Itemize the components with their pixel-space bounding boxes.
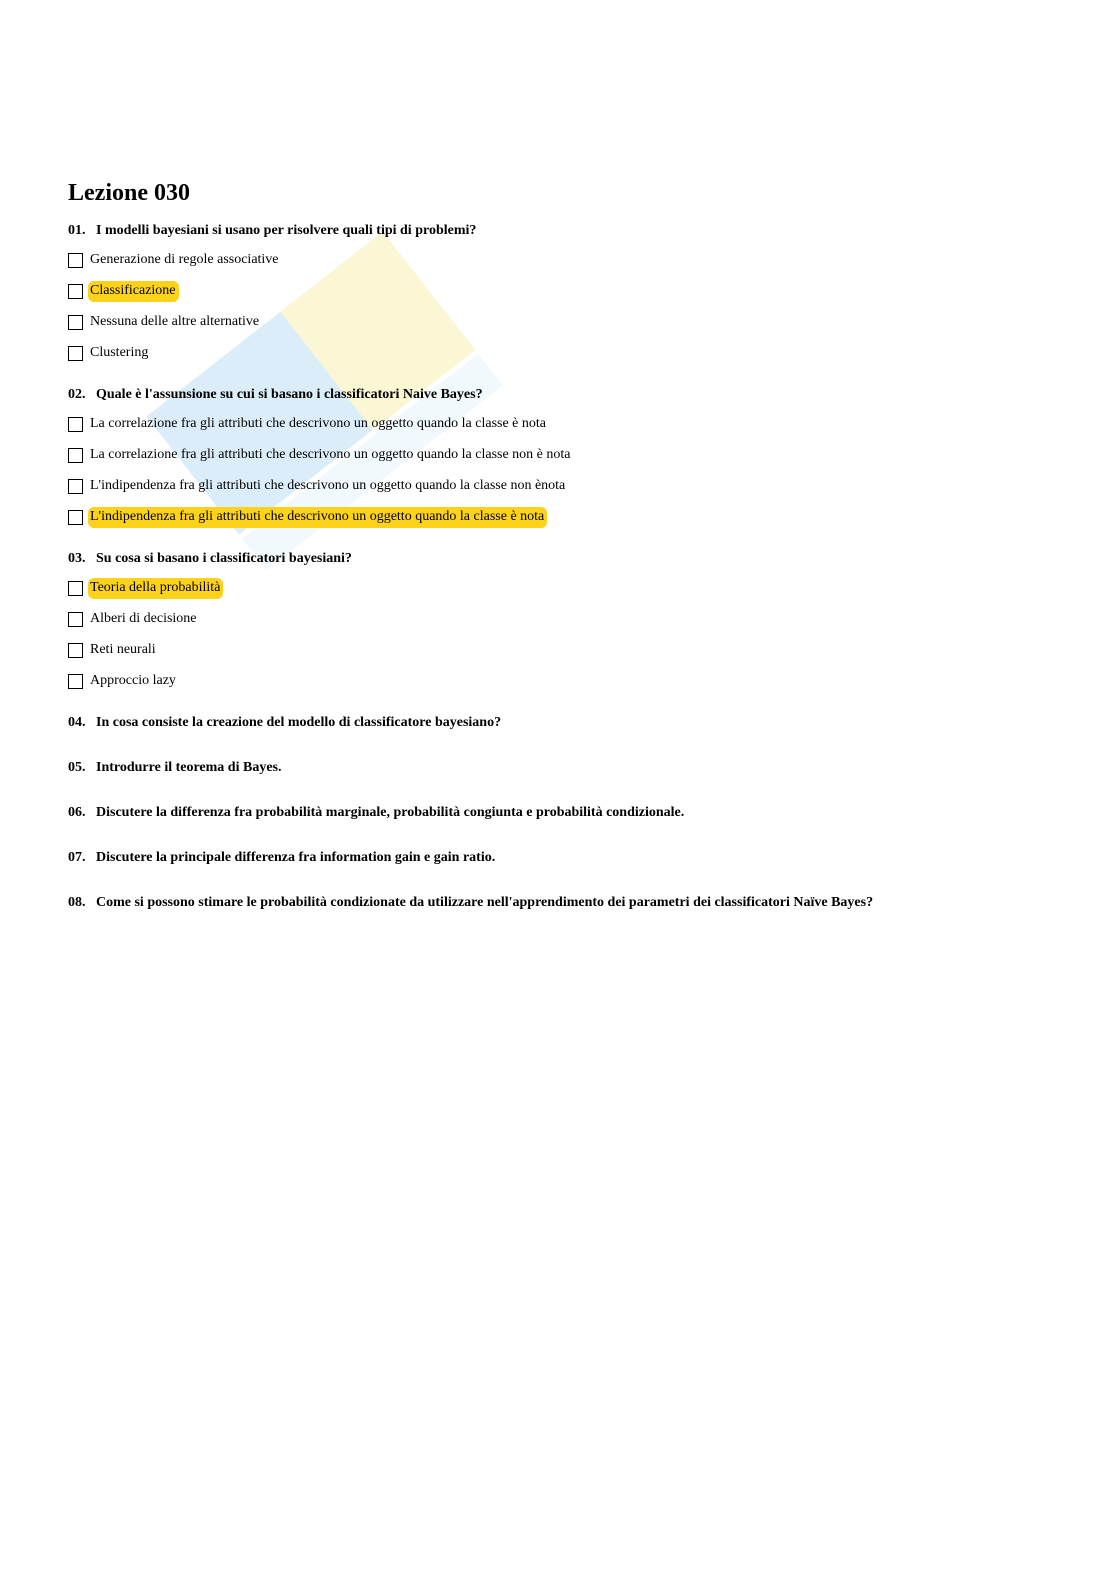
question-number: 02. bbox=[68, 387, 86, 402]
question-block bbox=[68, 894, 1068, 912]
checkbox-icon[interactable] bbox=[68, 581, 83, 596]
question-text bbox=[68, 714, 1068, 732]
answer-label: Clustering bbox=[90, 344, 149, 360]
document-page bbox=[68, 178, 1068, 939]
page-title: Lezione 030 bbox=[68, 180, 190, 206]
answer-options bbox=[68, 577, 1068, 692]
answer-label-highlighted: L'indipendenza fra gli attributi che descrivono un oggetto quando la classe è nota bbox=[88, 507, 547, 528]
answer-label-highlighted: Teoria della probabilità bbox=[88, 578, 223, 599]
answer-option[interactable] bbox=[68, 577, 1068, 599]
question-label: I modelli bayesiani si usano per risolvere quali tipi di problemi? bbox=[96, 223, 477, 238]
checkbox-icon[interactable] bbox=[68, 643, 83, 658]
answer-option[interactable] bbox=[68, 608, 1068, 630]
checkbox-icon[interactable] bbox=[68, 284, 83, 299]
checkbox-icon[interactable] bbox=[68, 417, 83, 432]
answer-option[interactable] bbox=[68, 413, 1068, 435]
checkbox-icon[interactable] bbox=[68, 253, 83, 268]
question-block bbox=[68, 759, 1068, 777]
checkbox-icon[interactable] bbox=[68, 479, 83, 494]
checkbox-icon[interactable] bbox=[68, 315, 83, 330]
question-number: 01. bbox=[68, 223, 86, 238]
answer-label: Reti neurali bbox=[90, 641, 156, 657]
question-text bbox=[68, 759, 1068, 777]
answer-option[interactable] bbox=[68, 670, 1068, 692]
question-number: 06. bbox=[68, 805, 86, 820]
question-label: Introdurre il teorema di Bayes. bbox=[96, 760, 282, 775]
question-text bbox=[68, 849, 1068, 867]
question-label: Quale è l'assunsione su cui si basano i classificatori Naive Bayes? bbox=[96, 387, 483, 402]
checkbox-icon[interactable] bbox=[68, 346, 83, 361]
answer-options bbox=[68, 249, 1068, 364]
answer-label-highlighted: Classificazione bbox=[88, 281, 179, 302]
answer-label: L'indipendenza fra gli attributi che descrivono un oggetto quando la classe non ènota bbox=[90, 477, 566, 493]
question-number: 05. bbox=[68, 760, 86, 775]
question-label: Come si possono stimare le probabilità condizionate da utilizzare nell'apprendimento dei parametri dei classificatori Naïve Bayes? bbox=[96, 895, 874, 910]
question-text bbox=[68, 222, 1068, 240]
answer-option[interactable] bbox=[68, 475, 1068, 497]
answer-options bbox=[68, 413, 1068, 528]
question-text bbox=[68, 804, 1068, 822]
question-list bbox=[68, 222, 1068, 912]
question-block bbox=[68, 804, 1068, 822]
checkbox-icon[interactable] bbox=[68, 612, 83, 627]
question-block bbox=[68, 386, 1068, 528]
answer-option[interactable] bbox=[68, 342, 1068, 364]
question-number: 07. bbox=[68, 850, 86, 865]
question-text bbox=[68, 386, 1068, 404]
question-block bbox=[68, 222, 1068, 364]
answer-label: La correlazione fra gli attributi che descrivono un oggetto quando la classe non è nota bbox=[90, 446, 571, 462]
answer-option[interactable] bbox=[68, 506, 1068, 528]
question-label: In cosa consiste la creazione del modello di classificatore bayesiano? bbox=[96, 715, 502, 730]
checkbox-icon[interactable] bbox=[68, 510, 83, 525]
checkbox-icon[interactable] bbox=[68, 674, 83, 689]
question-label: Su cosa si basano i classificatori bayesiani? bbox=[96, 551, 352, 566]
question-label: Discutere la principale differenza fra information gain e gain ratio. bbox=[96, 850, 496, 865]
answer-option[interactable] bbox=[68, 311, 1068, 333]
answer-option[interactable] bbox=[68, 280, 1068, 302]
answer-label: Nessuna delle altre alternative bbox=[90, 313, 260, 329]
question-block bbox=[68, 849, 1068, 867]
question-block bbox=[68, 714, 1068, 732]
answer-label: Alberi di decisione bbox=[90, 610, 197, 626]
answer-option[interactable] bbox=[68, 249, 1068, 271]
question-number: 08. bbox=[68, 895, 86, 910]
answer-label: Generazione di regole associative bbox=[90, 251, 279, 267]
question-text bbox=[68, 550, 1068, 568]
question-number: 04. bbox=[68, 715, 86, 730]
question-text bbox=[68, 894, 1068, 912]
answer-label: Approccio lazy bbox=[90, 672, 176, 688]
checkbox-icon[interactable] bbox=[68, 448, 83, 463]
answer-option[interactable] bbox=[68, 444, 1068, 466]
question-number: 03. bbox=[68, 551, 86, 566]
question-label: Discutere la differenza fra probabilità marginale, probabilità congiunta e probabilità condizionale. bbox=[96, 805, 685, 820]
answer-label: La correlazione fra gli attributi che descrivono un oggetto quando la classe è nota bbox=[90, 415, 546, 431]
question-block bbox=[68, 550, 1068, 692]
answer-option[interactable] bbox=[68, 639, 1068, 661]
